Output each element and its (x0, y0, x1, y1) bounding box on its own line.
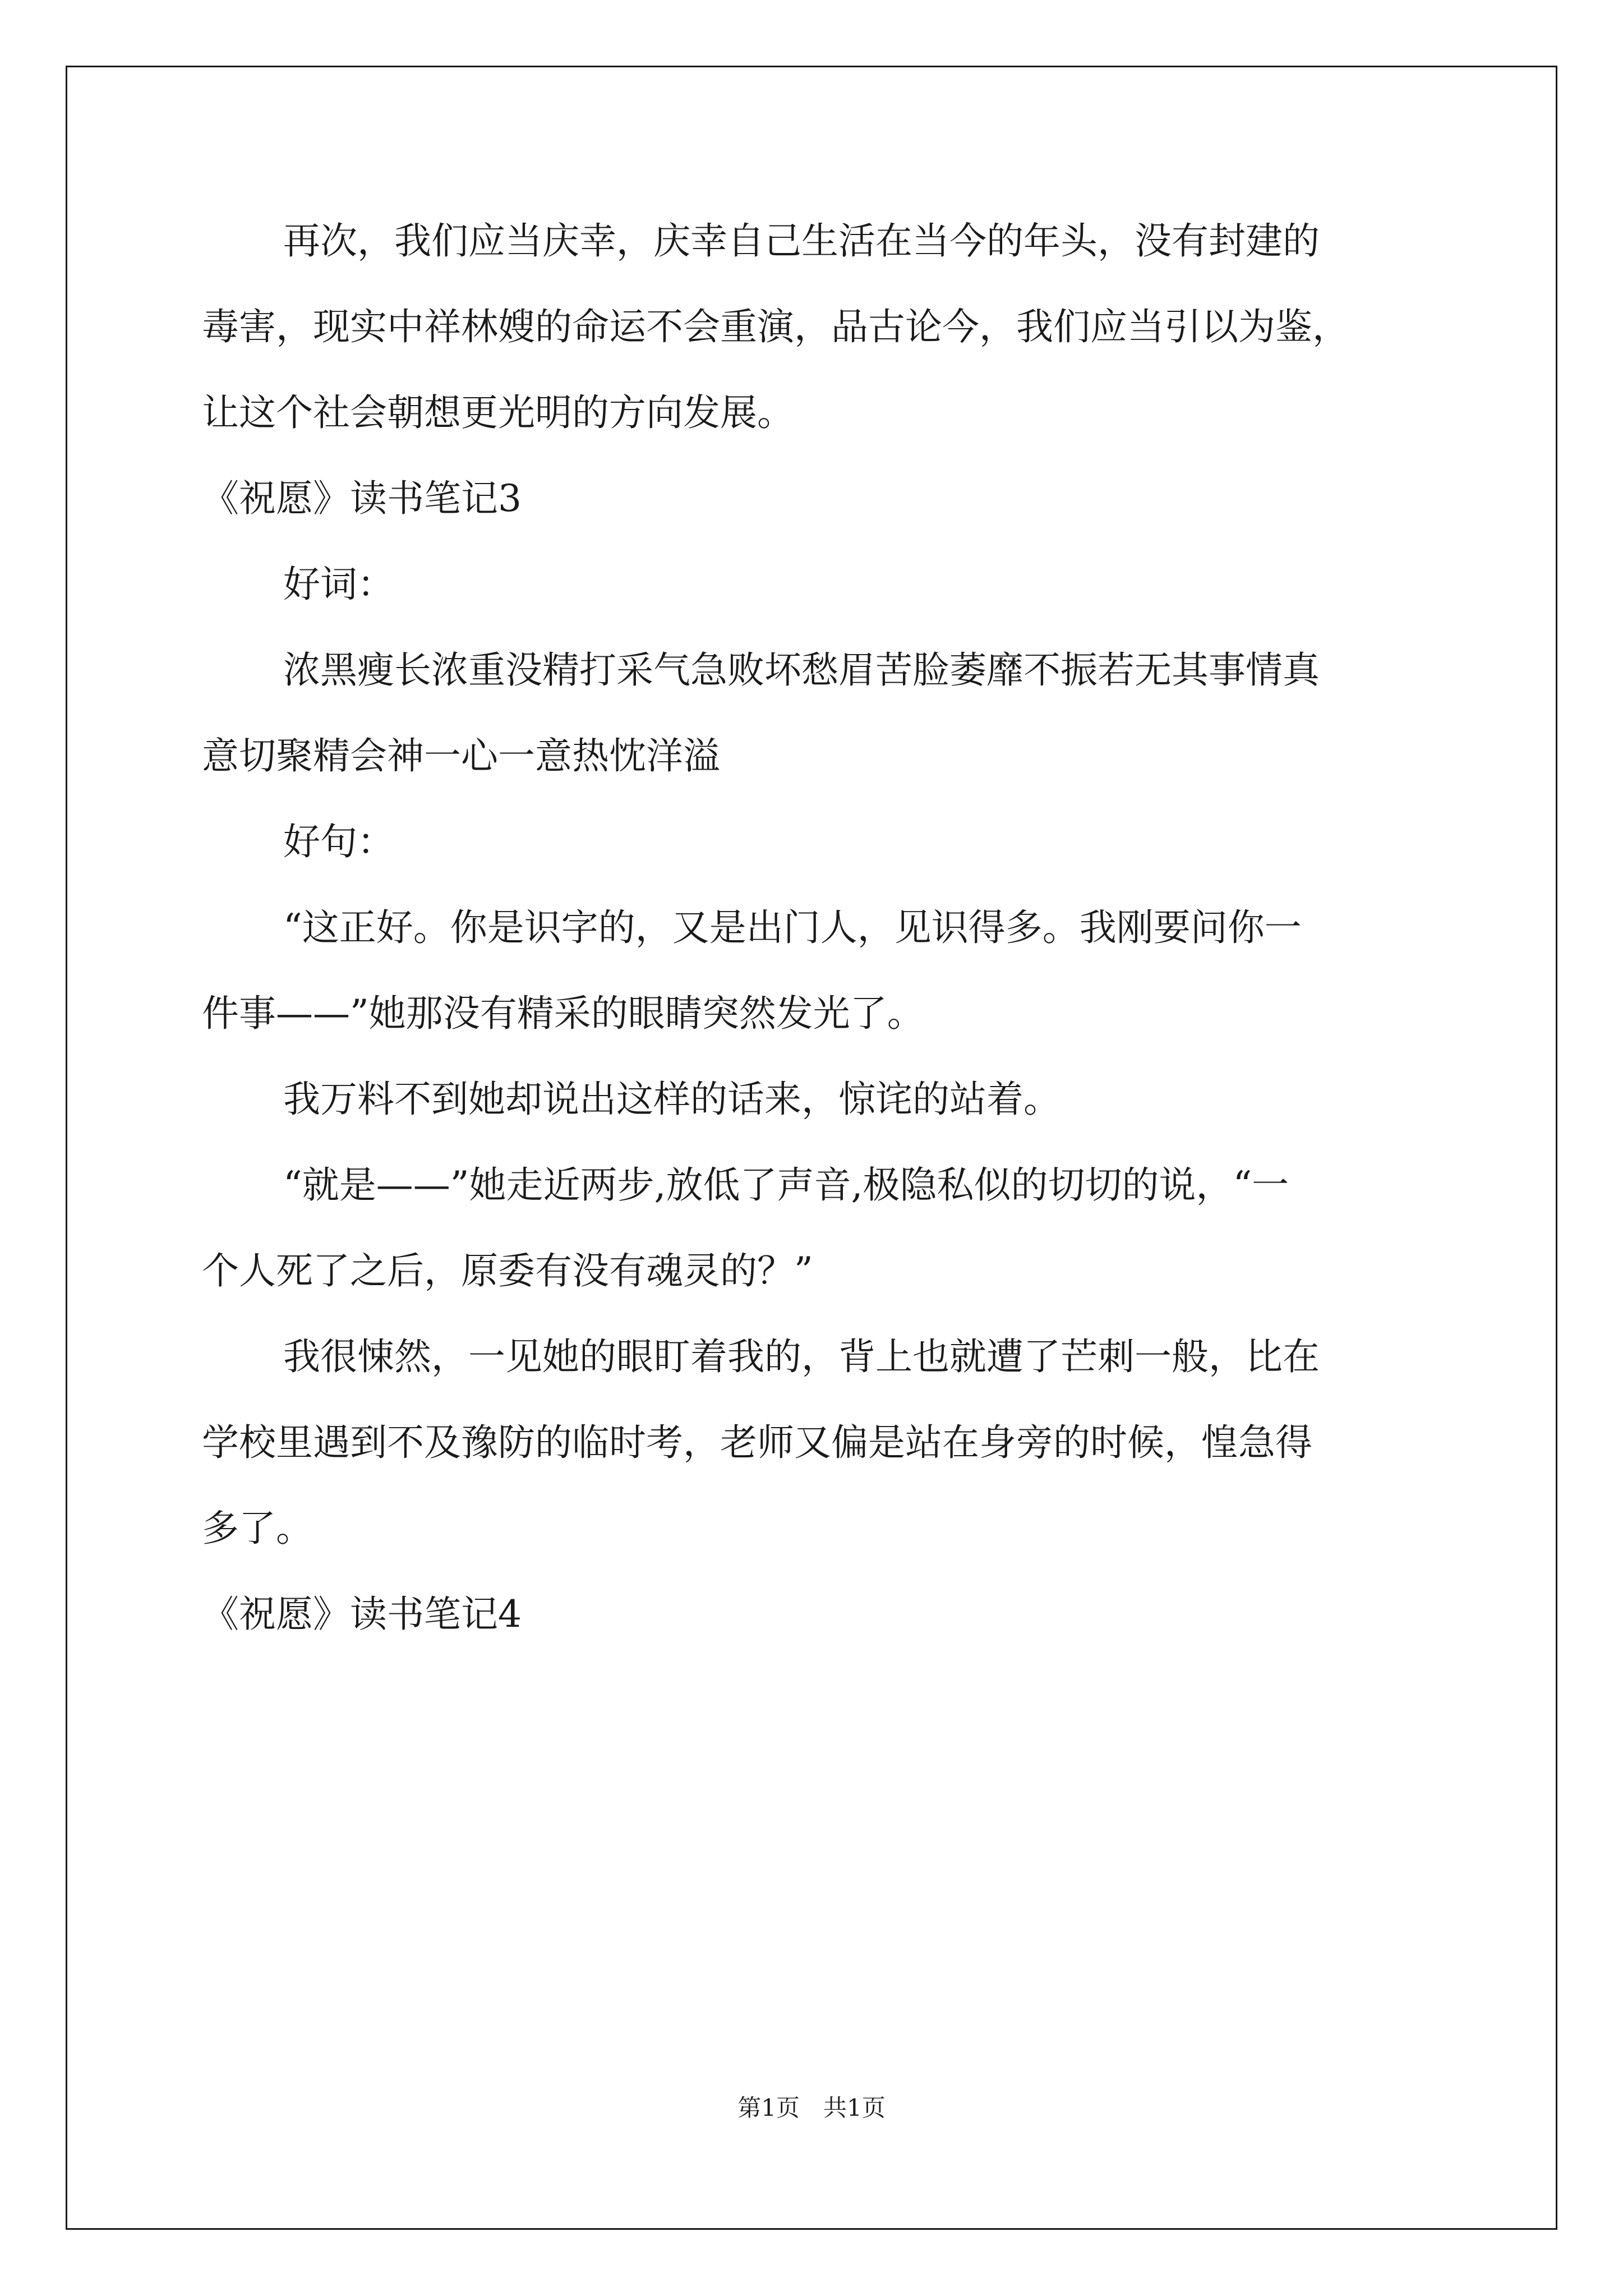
section-heading: 《祝愿》读书笔记3 (202, 477, 522, 520)
paragraph-line: 学校里遇到不及豫防的临时考，老师又偏是站在身旁的时候，惶急得 (202, 1421, 1312, 1464)
paragraph-line: “这正好。你是识字的，又是出门人，见识得多。我刚要问你一 (283, 906, 1302, 949)
paragraph-line: “就是——”她走近两步,放低了声音,极隐私似的切切的说，“一 (283, 1163, 1289, 1207)
paragraph-line: 个人死了之后，原委有没有魂灵的？” (202, 1249, 813, 1292)
paragraph-line: 多了。 (202, 1507, 313, 1550)
paragraph-line: 好词： (283, 563, 394, 606)
paragraph-line: 让这个社会朝想更光明的方向发展。 (202, 391, 794, 434)
paragraph-line: 毒害，现实中祥林嫂的命运不会重演，品古论今，我们应当引以为鉴， (202, 305, 1349, 348)
paragraph-line: 件事——”她那没有精采的眼睛突然发光了。 (202, 992, 924, 1035)
section-heading: 《祝愿》读书笔记4 (202, 1593, 522, 1636)
paragraph-line: 我很悚然，一见她的眼盯着我的，背上也就遭了芒刺一般，比在 (283, 1335, 1320, 1378)
paragraph-line: 浓黑瘦长浓重没精打采气急败坏愁眉苦脸萎靡不振若无其事情真 (283, 648, 1320, 692)
paragraph-line: 意切聚精会神一心一意热忱洋溢 (202, 734, 720, 777)
page-number-footer: 第1页 共1页 (737, 2094, 886, 2122)
paragraph-line: 好句： (283, 820, 394, 863)
paragraph-line: 再次，我们应当庆幸，庆幸自己生活在当今的年头，没有封建的 (283, 219, 1320, 263)
paragraph-line: 我万料不到她却说出这样的话来，惊诧的站着。 (283, 1078, 1061, 1121)
